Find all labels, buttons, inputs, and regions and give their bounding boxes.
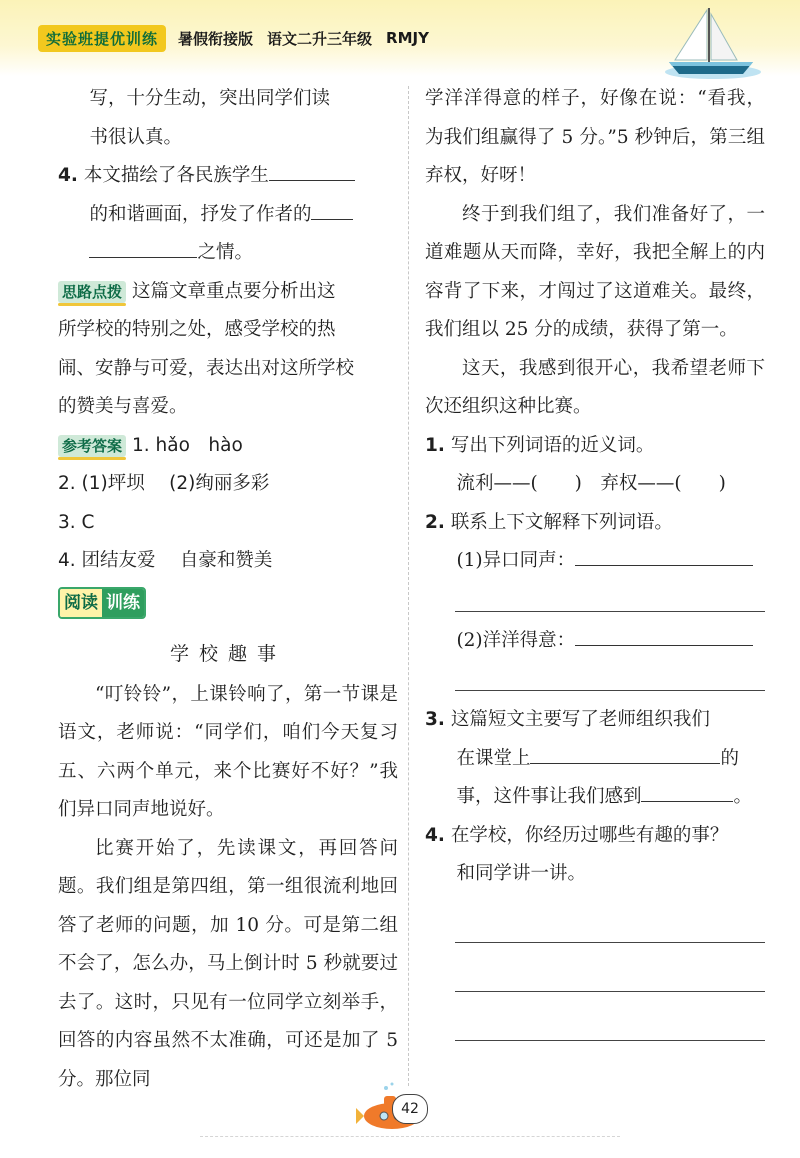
question-3-line-2 [425,740,765,779]
tip-text: 这篇文章重点要分析出这 [132,280,336,302]
page-header [0,0,800,76]
explain-item-2 [425,622,765,661]
question-text: 在课堂上 [456,747,531,769]
question-number: 3. [425,709,445,730]
answer-blank[interactable] [530,744,720,764]
tip-line-4: 的赞美与喜爱。 [58,396,188,417]
column-divider [408,86,409,1086]
question-text: 的和谐画面，抒发了作者的 [89,203,312,225]
question-text: 事，这件事让我们感到 [456,786,642,807]
right-question-1 [425,427,765,466]
question-number: 4. [58,165,78,186]
answer-key [58,427,398,466]
question-text: 本文描绘了各民族学生 [83,165,269,186]
question-text: 联系上下文解释下列词语。 [450,511,673,533]
answer-3: 3. C [58,511,95,533]
tip-line-2: 所学校的特别之处，感受学校的热 [58,319,336,340]
badge-reading: 阅读 [60,589,102,617]
story-title: 学校趣事 [169,643,286,665]
answer-line[interactable] [455,992,765,1041]
explain-item-1 [425,542,765,581]
question-text: 这篇短文主要写了老师组织我们 [450,709,710,730]
question-3-line-3 [425,778,765,817]
answer-1: 1. hǎo hào [132,434,243,456]
right-column [425,80,765,1041]
answer-blank[interactable] [311,200,353,220]
reading-training-badge [58,587,146,619]
question-4 [58,157,398,196]
thinking-tip [58,273,398,312]
sailboat-icon [655,4,765,84]
badge-training: 训练 [102,589,144,617]
right-question-2 [425,504,765,543]
answer-line[interactable] [455,577,765,612]
right-question-4 [425,817,765,856]
story-paragraph-4: 这天，我感到很开心，我希望老师下次还组织这种比赛。 [425,357,765,417]
answer-blank[interactable] [575,626,753,646]
answer-blank[interactable] [641,783,733,803]
answer-line[interactable] [455,943,765,992]
course-label: 语文二升三年级 [267,29,373,48]
answer-tag: 参考答案 [58,435,126,457]
continued-line-1: 写，十分生动，突出同学们读 [89,88,330,109]
tip-line-3: 闹、安静与可爱，表达出对这所学校 [58,357,355,379]
answer-blank[interactable] [575,547,753,567]
question-text: 在学校，你经历过哪些有趣的事？ [450,824,729,846]
question-number: 2. [425,511,445,533]
continued-line-2: 书很认真。 [89,126,182,148]
answer-line[interactable] [455,656,765,691]
page-number: 42 [392,1094,428,1124]
question-text: 之情。 [197,242,253,263]
story-paragraph-2: 比赛开始了，先读课文，再回答问题。我们组是第四组，第一组很流利地回答了老师的问题，加 10 分。可是第二组不会了，怎么办，马上倒计时 5 秒就要过去了。这时，只见有一位同学立刻举手，回答的内容虽然不太准确，可还是加了 5 分。那位同 [58,837,398,1090]
question-4-line-2 [58,196,398,235]
story-paragraph-1: “叮铃铃”，上课铃响了，第一节课是语文，老师说：“同学们，咱们今天复习五、六两个单元，来个比赛好不好？”我们异口同声地说好。 [58,683,398,820]
story-paragraph-2-continued: 学洋洋得意的样子，好像在说：“看我，为我们组赢得了 5 分。”5 秒钟后，第三组弃权，好呀！ [425,88,765,186]
question-number: 1. [425,434,445,456]
footer-divider [200,1136,620,1137]
synonym-items: 流利——( ) 弃权——( ) [456,473,726,494]
question-number: 4. [425,824,445,846]
answer-blank[interactable] [269,162,355,182]
right-question-3 [425,701,765,740]
question-text: 写出下列词语的近义词。 [450,434,655,456]
tip-tag: 思路点拨 [58,281,126,303]
edition-label: 暑假衔接版 [178,29,254,48]
answer-2: 2. (1)坪坝 (2)绚丽多彩 [58,473,270,494]
header-bar [38,24,443,52]
answer-line[interactable] [455,894,765,943]
story-paragraph-3: 终于到我们组了，我们准备好了，一道难题从天而降，幸好，我把全解上的内容背了下来，才闯过了这道难关。最终，我们组以 25 分的成绩，获得了第一。 [425,203,765,340]
question-4-line-3 [58,234,398,273]
question-text: 。 [733,786,752,807]
question-text: 的 [720,747,739,769]
left-column [58,80,398,1099]
answer-4: 4. 团结友爱 自豪和赞美 [58,550,273,571]
question-4-line-2: 和同学讲一讲。 [456,863,586,884]
item-label: (2)洋洋得意： [456,629,576,651]
series-title: 实验班提优训练 [38,25,166,52]
answer-blank[interactable] [89,239,197,259]
code-label: RMJY [386,29,429,47]
item-label: (1)异口同声： [456,550,576,571]
